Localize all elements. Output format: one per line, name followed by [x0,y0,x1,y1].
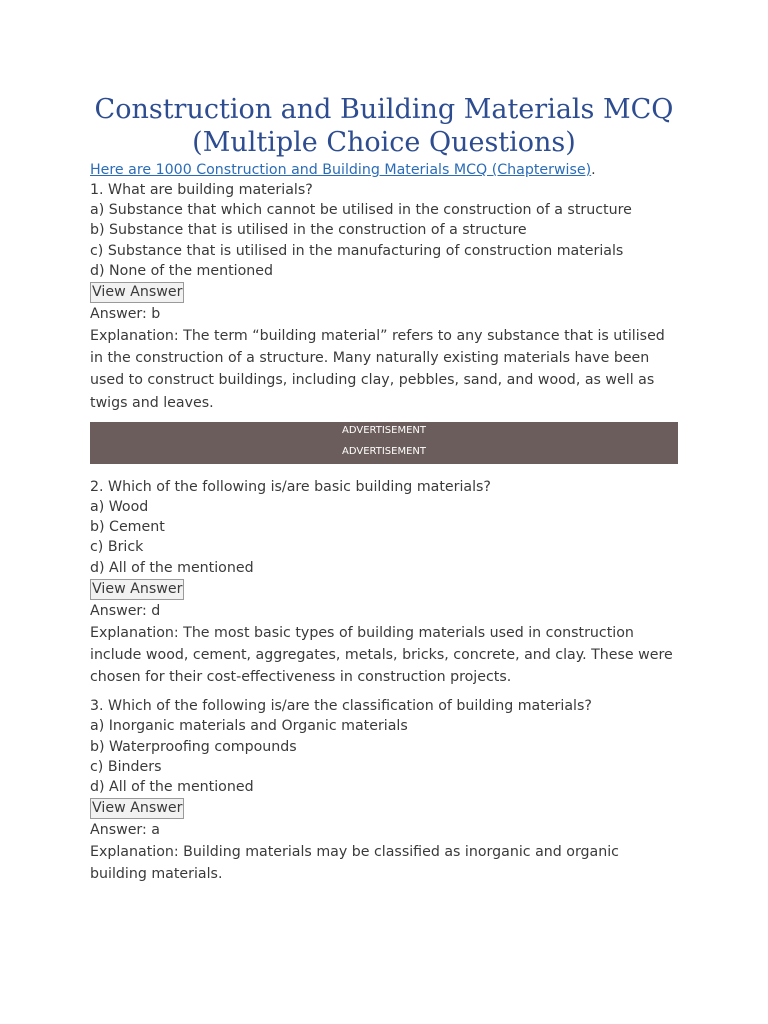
explanation-text: Explanation: Building materials may be classified as inorganic and organic building materials. [90,844,619,883]
option-b: b) Waterproofing compounds [90,738,297,755]
option-c: c) Substance that is utilised in the manufacturing of construction materials [90,242,624,259]
question-text: 1. What are building materials? [90,182,313,198]
option-d: d) None of the mentioned [90,262,274,279]
question-text: 2. Which of the following is/are basic building materials? [90,478,491,495]
view-answer-button[interactable]: View Answer [90,579,184,600]
question-text: 3. Which of the following is/are the classification of building materials? [90,698,592,715]
view-answer-button[interactable]: View Answer [90,798,184,819]
page-title-line-1: Construction and Building Materials MCQ [94,94,674,125]
advertisement-label: ADVERTISEMENT [341,424,426,436]
answer-text: Answer: b [90,305,161,322]
advertisement-banner[interactable] [90,422,678,464]
question-block-2 [90,477,680,689]
explanation-text: Explanation: The most basic types of building materials used in construction include wood, cement, aggregates, metals, bricks, concrete, and clay. These were chosen for their cost-effectiveness in construction projects. [90,624,673,686]
option-a: a) Inorganic materials and Organic materials [90,718,408,735]
answer-text: Answer: a [90,822,160,839]
intro-line [90,160,680,180]
chapterwise-link[interactable]: Here are 1000 Construction and Building Materials MCQ (Chapterwise) [90,162,592,178]
view-answer-button[interactable]: View Answer [90,282,184,303]
page-title [0,93,768,159]
option-c: c) Binders [90,758,162,775]
question-block-3 [90,696,680,885]
explanation-text: Explanation: The term “building material” refers to any substance that is utilised in the construction of a structure. Many naturally existing materials have been used to construct buildings, including clay, pebbles, sand, and wood, as well as twigs and leaves. [90,327,665,411]
question-block-1 [90,180,680,414]
option-c: c) Brick [90,539,144,556]
option-b: b) Cement [90,519,165,536]
page-title-line-2: (Multiple Choice Questions) [192,127,576,158]
option-d: d) All of the mentioned [90,559,254,576]
option-d: d) All of the mentioned [90,779,254,796]
option-a: a) Substance that which cannot be utilised in the construction of a structure [90,202,632,219]
mcq-content [90,160,680,894]
option-b: b) Substance that is utilised in the construction of a structure [90,222,527,239]
intro-suffix: . [591,162,596,178]
advertisement-label: ADVERTISEMENT [341,445,426,457]
answer-text: Answer: d [90,602,161,619]
option-a: a) Wood [90,498,149,515]
